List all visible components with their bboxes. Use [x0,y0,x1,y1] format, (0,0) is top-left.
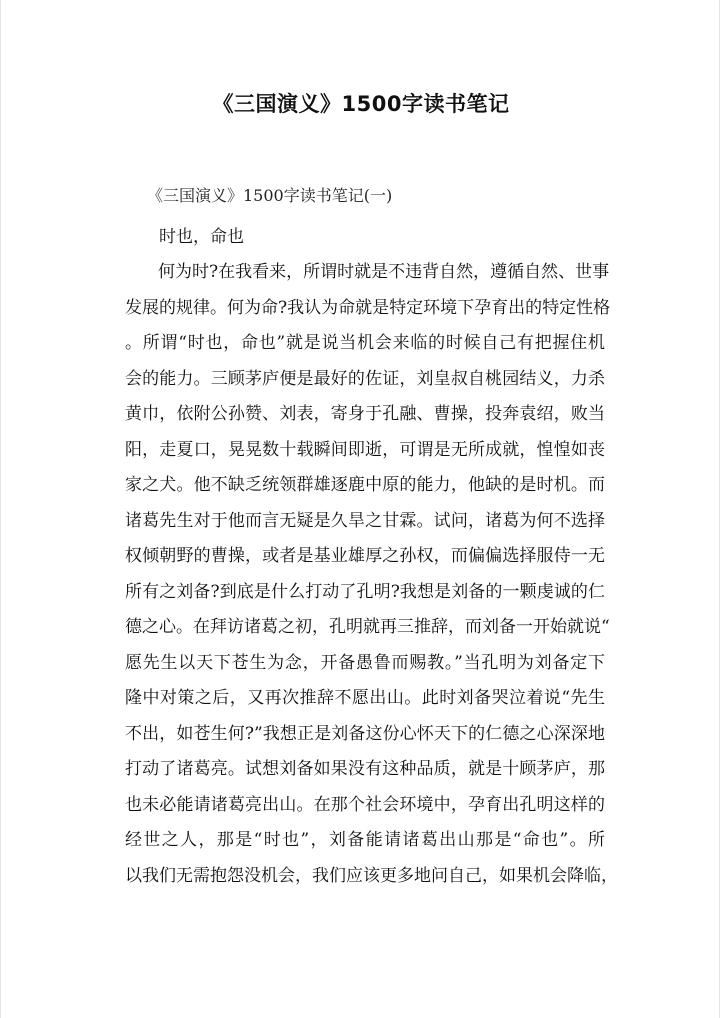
body-paragraph [125,255,618,894]
text-line: 愿先生以天下苍生为念，开备愚鲁而赐教。”当孔明为刘备定下 [125,652,605,673]
text-line: 所有之刘备?到底是什么打动了孔明?我想是刘备的一颗虔诚的仁 [125,581,605,602]
text-line: 黄巾，依附公孙赞、刘表，寄身于孔融、曹操，投奔袁绍，败当 [125,404,605,424]
text-line: 德之心。在拜访诸葛之初，孔明就再三推辞，而刘备一开始就说“ [125,617,610,637]
document-title: 《三国演义》1500字读书笔记 [212,92,510,116]
text-line: 权倾朝野的曹操，或者是基业雄厚之孙权，而偏偏选择服侍一无 [125,546,605,566]
text-line: 以我们无需抱怨没机会，我们应该更多地问自己，如果机会降临， [125,865,618,886]
text-line: 打动了诸葛亮。试想刘备如果没有这种品质，就是十顾茅庐，那 [125,759,605,779]
text-line: 家之犬。他不缺乏统领群雄逐鹿中原的能力，他缺的是时机。而 [125,475,605,495]
text-line: 何为时?在我看来，所谓时就是不违背自然，遵循自然、世事 [158,262,610,282]
text-line: 会的能力。三顾茅庐便是最好的佐证，刘皇叔自桃园结义，力杀 [125,368,605,389]
text-line: 诸葛先生对于他而言无疑是久旱之甘霖。试问，诸葛为何不选择 [125,510,605,531]
text-line: 阳，走夏口，晃晃数十载瞬间即逝，可谓是无所成就，惶惶如丧 [125,439,605,460]
text-line: 也未必能请诸葛亮出山。在那个社会环境中，孕育出孔明这样的 [125,794,605,815]
text-line: 不出，如苍生何?”我想正是刘备这份心怀天下的仁德之心深深地 [125,723,605,744]
text-line: 经世之人，那是“时也”，刘备能请诸葛出山那是“命也”。所 [125,830,605,850]
text-line: 隆中对策之后，又再次推辞不愿出山。此时刘备哭泣着说“先生 [125,688,605,708]
section-heading: 时也，命也 [159,227,244,247]
text-line: 发展的规律。何为命?我认为命就是特定环境下孕育出的特定性格 [125,297,611,318]
section-subtitle: 《三国演义》1500字读书笔记(一) [147,186,393,205]
text-line: 。所谓“时也，命也”就是说当机会来临的时候自己有把握住机 [125,333,605,353]
